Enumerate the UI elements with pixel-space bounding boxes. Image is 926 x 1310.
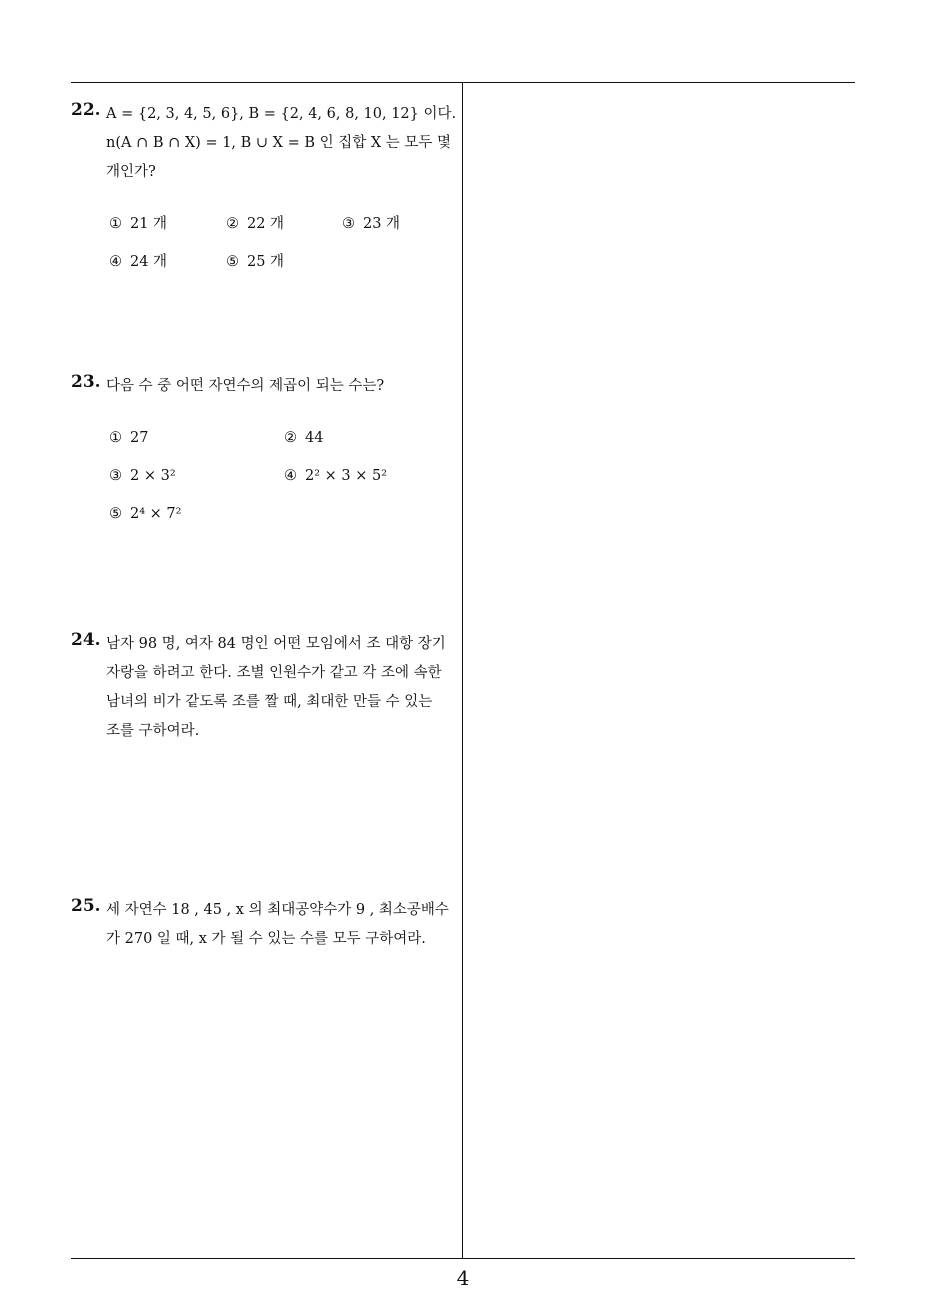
choice-mark: ⑤ bbox=[226, 254, 239, 270]
choice-2[interactable] bbox=[226, 212, 284, 233]
choice-mark: ① bbox=[109, 216, 122, 232]
question-25 bbox=[71, 896, 459, 956]
choice-text: 23 개 bbox=[363, 216, 401, 232]
bottom-rule bbox=[71, 1258, 855, 1259]
question-line: 가 270 일 때, x 가 될 수 있는 수를 모두 구하여라. bbox=[106, 931, 426, 947]
choice-text: 25 개 bbox=[247, 254, 285, 270]
choice-4[interactable] bbox=[109, 250, 167, 271]
choice-5[interactable] bbox=[109, 506, 181, 522]
choice-text: 27 bbox=[130, 430, 149, 446]
choice-mark: ② bbox=[284, 430, 297, 446]
choice-4[interactable] bbox=[284, 468, 387, 484]
page-number: 4 bbox=[456, 1266, 470, 1290]
choice-2[interactable] bbox=[284, 430, 323, 446]
choice-text: 2 × 3² bbox=[130, 468, 176, 484]
question-text bbox=[106, 100, 459, 187]
question-23 bbox=[71, 372, 459, 542]
choice-text: 2⁴ × 7² bbox=[130, 506, 182, 522]
choice-3[interactable] bbox=[109, 468, 176, 484]
question-line: A = {2, 3, 4, 5, 6}, B = {2, 4, 6, 8, 10, 12} 이다. bbox=[106, 106, 457, 122]
choice-text: 44 bbox=[305, 430, 324, 446]
question-text bbox=[106, 372, 459, 401]
question-number: 22. bbox=[71, 100, 101, 120]
choice-mark: ③ bbox=[109, 468, 122, 484]
choice-1[interactable] bbox=[109, 430, 148, 446]
choice-mark: ④ bbox=[109, 254, 122, 270]
choice-text: 2² × 3 × 5² bbox=[305, 468, 388, 484]
column-divider bbox=[462, 82, 463, 1259]
question-number: 24. bbox=[71, 630, 101, 650]
question-line: 세 자연수 18 , 45 , x 의 최대공약수가 9 , 최소공배수 bbox=[106, 902, 449, 918]
choice-mark: ③ bbox=[342, 216, 355, 232]
choice-3[interactable] bbox=[342, 212, 400, 233]
choice-mark: ① bbox=[109, 430, 122, 446]
choice-5[interactable] bbox=[226, 250, 284, 271]
choice-mark: ② bbox=[226, 216, 239, 232]
choice-text: 21 개 bbox=[130, 216, 168, 232]
question-number: 23. bbox=[71, 372, 101, 392]
choice-text: 24 개 bbox=[130, 254, 168, 270]
choice-1[interactable] bbox=[109, 212, 167, 233]
question-line: n(A ∩ B ∩ X) = 1, B ∪ X = B 인 집합 X 는 모두 몇 bbox=[106, 135, 452, 151]
question-line: 자랑을 하려고 한다. 조별 인원수가 같고 각 조에 속한 bbox=[106, 665, 442, 681]
question-line: 다음 수 중 어떤 자연수의 제곱이 되는 수는? bbox=[106, 378, 385, 394]
question-text bbox=[106, 630, 459, 746]
question-text bbox=[106, 896, 459, 954]
choice-mark: ⑤ bbox=[109, 506, 122, 522]
question-line: 남녀의 비가 같도록 조를 짤 때, 최대한 만들 수 있는 bbox=[106, 694, 433, 710]
question-22 bbox=[71, 100, 459, 280]
question-line: 조를 구하여라. bbox=[106, 723, 200, 739]
question-line: 남자 98 명, 여자 84 명인 어떤 모임에서 조 대항 장기 bbox=[106, 636, 446, 652]
choice-mark: ④ bbox=[284, 468, 297, 484]
question-24 bbox=[71, 630, 459, 750]
question-number: 25. bbox=[71, 896, 101, 916]
top-rule bbox=[71, 82, 855, 83]
question-line: 개인가? bbox=[106, 164, 156, 180]
choice-text: 22 개 bbox=[247, 216, 285, 232]
